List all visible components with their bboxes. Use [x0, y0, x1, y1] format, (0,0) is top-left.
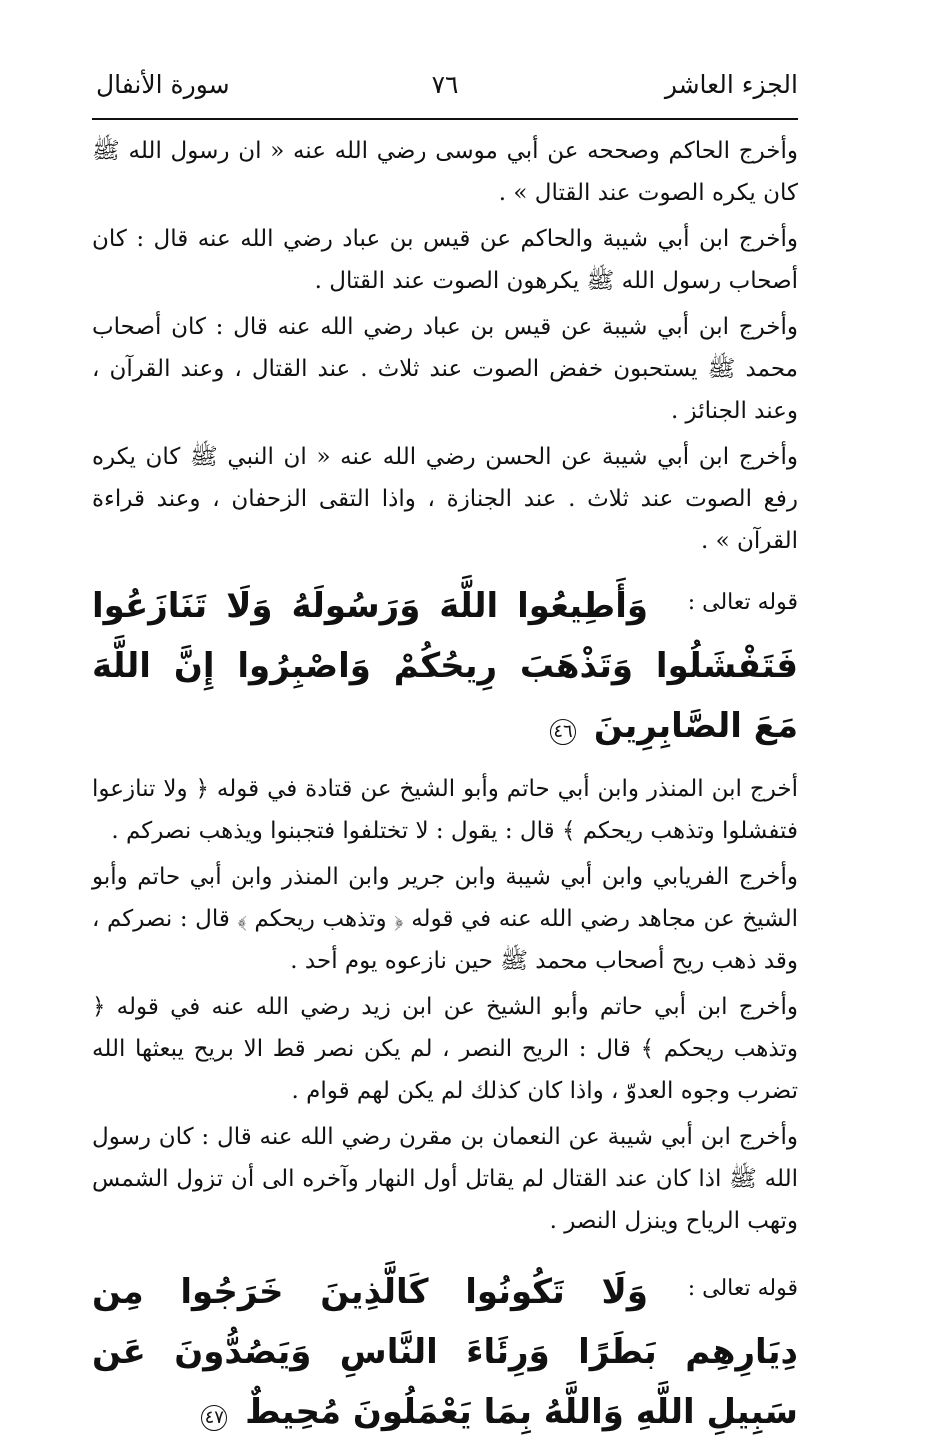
part-title: الجزء العاشر	[664, 70, 798, 99]
verse-block	[92, 1262, 798, 1442]
paragraph: أخرج ابن المنذر وابن أبي حاتم وأبو الشيخ عن قتادة في قوله ﴿ ولا تنازعوا فتفشلوا وتذهب ريحكم ﴾ قال : يقول : لا تختلفوا فتجبنوا ويذهب نصركم .	[92, 776, 798, 844]
surah-title: سورة الأنفال	[96, 70, 230, 99]
verse-label: قوله تعالى :	[687, 590, 798, 615]
verse-label: قوله تعالى :	[687, 1276, 798, 1301]
page	[92, 60, 798, 1432]
paragraph: وأخرج ابن أبي حاتم وأبو الشيخ عن ابن زيد رضي الله عنه في قوله ﴿ وتذهب ريحكم ﴾ قال : الريح النصر ، لم يكن نصر قط الا بريح يبعثها الله تضرب وجوه العدوّ ، واذا كان كذلك لم يكن لهم قوام .	[92, 994, 798, 1104]
verse-number: ٤٧	[201, 1405, 227, 1431]
page-number: ٧٦	[431, 70, 459, 99]
verse-number: ٤٦	[550, 719, 576, 745]
verse-block	[92, 576, 798, 756]
paragraph: وأخرج الحاكم وصححه عن أبي موسى رضي الله عنه « ان رسول الله ﷺ كان يكره الصوت عند القتال » .	[92, 138, 798, 206]
paragraph: وأخرج ابن أبي شيبة عن النعمان بن مقرن رضي الله عنه قال : كان رسول الله ﷺ اذا كان عند القتال لم يقاتل أول النهار وآخره الى أن تزول الشمس وتهب الرياح وينزل النصر .	[92, 1124, 798, 1234]
verse-text: وَلَا تَكُونُوا كَالَّذِينَ خَرَجُوا مِن دِيَارِهِم بَطَرًا وَرِئَاءَ النَّاسِ وَيَصُدُّونَ عَن سَبِيلِ اللَّهِ وَاللَّهُ بِمَا يَعْمَلُونَ مُحِيطٌ	[92, 1272, 798, 1432]
paragraph: وأخرج ابن أبي شيبة عن الحسن رضي الله عنه « ان النبي ﷺ كان يكره رفع الصوت عند ثلاث . عند الجنازة ، واذا التقى الزحفان ، وعند قراءة القرآن » .	[92, 444, 798, 554]
verse-text: وَأَطِيعُوا اللَّهَ وَرَسُولَهُ وَلَا تَنَازَعُوا فَتَفْشَلُوا وَتَذْهَبَ رِيحُكُمْ وَاصْبِرُوا إِنَّ اللَّهَ مَعَ الصَّابِرِينَ	[92, 586, 798, 746]
paragraph: وأخرج الفريابي وابن أبي شيبة وابن جرير وابن المنذر وابن أبي حاتم وأبو الشيخ عن مجاهد رضي الله عنه في قوله ﴿ وتذهب ريحكم ﴾ قال : نصركم ، وقد ذهب ريح أصحاب محمد ﷺ حين نازعوه يوم أحد .	[92, 864, 798, 974]
paragraph: وأخرج ابن أبي شيبة عن قيس بن عباد رضي الله عنه قال : كان أصحاب محمد ﷺ يستحبون خفض الصوت عند ثلاث . عند القتال ، وعند القرآن ، وعند الجنائز .	[92, 314, 798, 424]
paragraph: وأخرج ابن أبي شيبة والحاكم عن قيس بن عباد رضي الله عنه قال : كان أصحاب رسول الله ﷺ يكرهون الصوت عند القتال .	[92, 226, 798, 294]
page-header	[92, 60, 798, 120]
